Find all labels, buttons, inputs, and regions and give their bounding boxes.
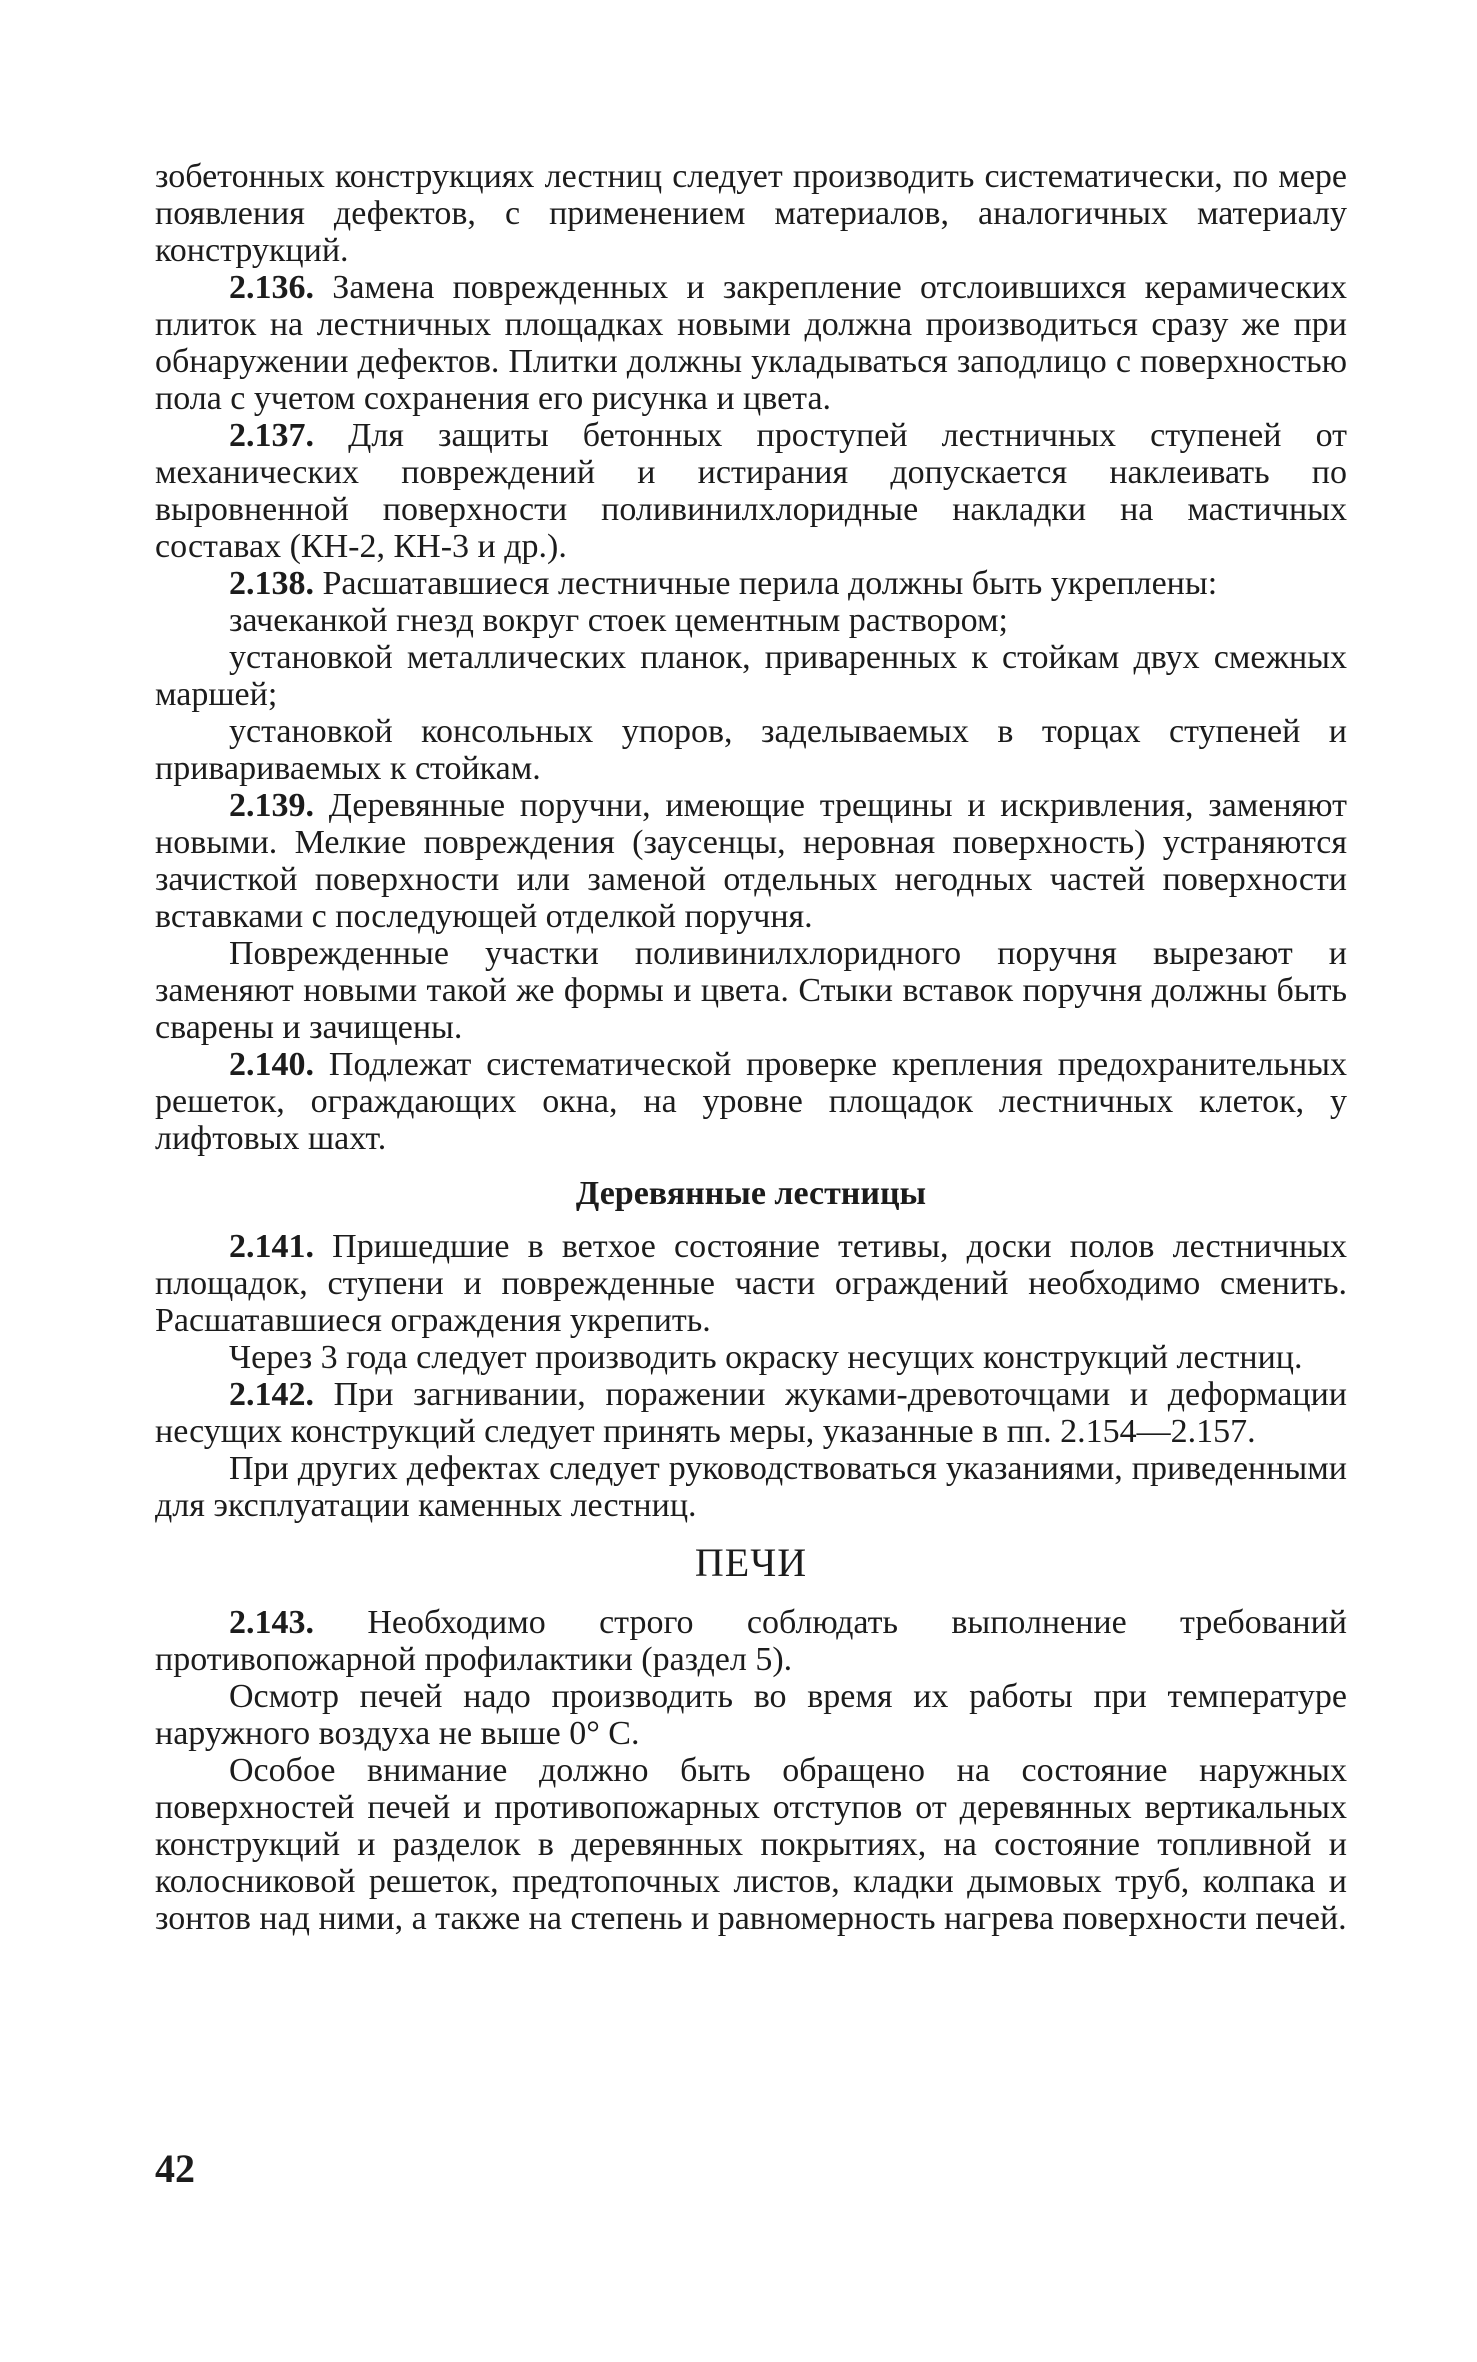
page-number: 42 xyxy=(155,2146,195,2191)
paragraph-text: Поврежденные участки поливинилхлоридного поручня вырезают и заменяют новыми такой же формы и цвета. Стыки вставок поручня должны быть сварены и зачищены. xyxy=(155,935,1347,1046)
paragraph xyxy=(155,565,1347,602)
paragraphs-top xyxy=(155,158,1347,1157)
clause-number: 2.139. xyxy=(229,787,314,824)
paragraph-text: Особое внимание должно быть обращено на состояние наружных поверхностей печей и противопожарных отступов от деревянных вертикальных конструкций и разделок в деревянных покрытиях, на состояние топливной и колосниковой решеток, предтопочных листов, кладки дымовых труб, колпака и зонтов над ними, а также на степень и равномерность нагрева поверхности печей. xyxy=(155,1752,1347,1937)
section-title-stoves: ПЕЧИ xyxy=(694,1540,808,1585)
paragraph xyxy=(155,787,1347,935)
paragraph-text: Для защиты бетонных проступей лестничных ступеней от механических повреждений и истирания допускается наклеивать по выровненной поверхности поливинилхлоридные накладки на мастичных составах (КН-2, КН-3 и др.). xyxy=(155,417,1347,565)
paragraph-text: Расшатавшиеся лестничные перила должны быть укреплены: xyxy=(314,565,1218,602)
paragraphs-mid xyxy=(155,1228,1347,1524)
paragraph-text: Пришедшие в ветхое состояние тетивы, доски полов лестничных площадок, ступени и поврежденные части ограждений необходимо сменить. Расшатавшиеся ограждения укрепить. xyxy=(155,1228,1347,1339)
paragraph xyxy=(155,417,1347,565)
clause-number: 2.138. xyxy=(229,565,314,602)
page-body xyxy=(155,158,1347,1937)
paragraphs-bottom xyxy=(155,1604,1347,1937)
clause-number: 2.140. xyxy=(229,1046,314,1083)
paragraph xyxy=(155,1678,1347,1752)
paragraph xyxy=(155,1376,1347,1450)
paragraph-text: установкой консольных упоров, заделываемых в торцах ступеней и привариваемых к стойкам. xyxy=(155,713,1347,787)
paragraph-text: Деревянные поручни, имеющие трещины и искривления, заменяют новыми. Мелкие повреждения (заусенцы, неровная поверхность) устраняются зачисткой поверхности или заменой отдельных негодных частей поверхности вставками с последующей отделкой поручня. xyxy=(155,787,1347,935)
clause-number: 2.137. xyxy=(229,417,314,454)
paragraph xyxy=(155,1228,1347,1339)
paragraph-text: зачеканкой гнезд вокруг стоек цементным раствором; xyxy=(229,602,1008,639)
subheading-wooden-stairs: Деревянные лестницы xyxy=(575,1175,927,1212)
paragraph-text: установкой металлических планок, приваренных к стойкам двух смежных маршей; xyxy=(155,639,1347,713)
paragraph xyxy=(155,1339,1347,1376)
paragraph xyxy=(155,602,1347,639)
paragraph xyxy=(155,1046,1347,1157)
clause-number: 2.142. xyxy=(229,1376,314,1413)
paragraph xyxy=(155,639,1347,713)
paragraph xyxy=(155,158,1347,269)
paragraph xyxy=(155,269,1347,417)
paragraph-text: При загнивании, поражении жуками-древоточцами и деформации несущих конструкций следует принять меры, указанные в пп. 2.154—2.157. xyxy=(155,1376,1347,1450)
paragraph xyxy=(155,1752,1347,1937)
paragraph-text: Необходимо строго соблюдать выполнение требований противопожарной профилактики (раздел 5). xyxy=(155,1604,1347,1678)
paragraph-text: зобетонных конструкциях лестниц следует производить систематически, по мере появления дефектов, с применением материалов, аналогичных материалу конструкций. xyxy=(155,158,1347,269)
paragraph-text: Подлежат систематической проверке крепления предохранительных решеток, ограждающих окна, на уровне площадок лестничных клеток, у лифтовых шахт. xyxy=(155,1046,1347,1157)
paragraph xyxy=(155,1604,1347,1678)
clause-number: 2.136. xyxy=(229,269,314,306)
clause-number: 2.143. xyxy=(229,1604,314,1641)
clause-number: 2.141. xyxy=(229,1228,314,1265)
paragraph-text: Осмотр печей надо производить во время их работы при температуре наружного воздуха не выше 0° С. xyxy=(155,1678,1347,1752)
paragraph xyxy=(155,935,1347,1046)
paragraph-text: Замена поврежденных и закрепление отслоившихся керамических плиток на лестничных площадках новыми должна производиться сразу же при обнаружении дефектов. Плитки должны укладываться заподлицо с поверхностью пола с учетом сохранения его рисунка и цвета. xyxy=(155,269,1347,417)
paragraph xyxy=(155,713,1347,787)
paragraph-text: Через 3 года следует производить окраску несущих конструкций лестниц. xyxy=(229,1339,1303,1376)
paragraph-text: При других дефектах следует руководствоваться указаниями, приведенными для эксплуатации каменных лестниц. xyxy=(155,1450,1347,1524)
paragraph xyxy=(155,1450,1347,1524)
